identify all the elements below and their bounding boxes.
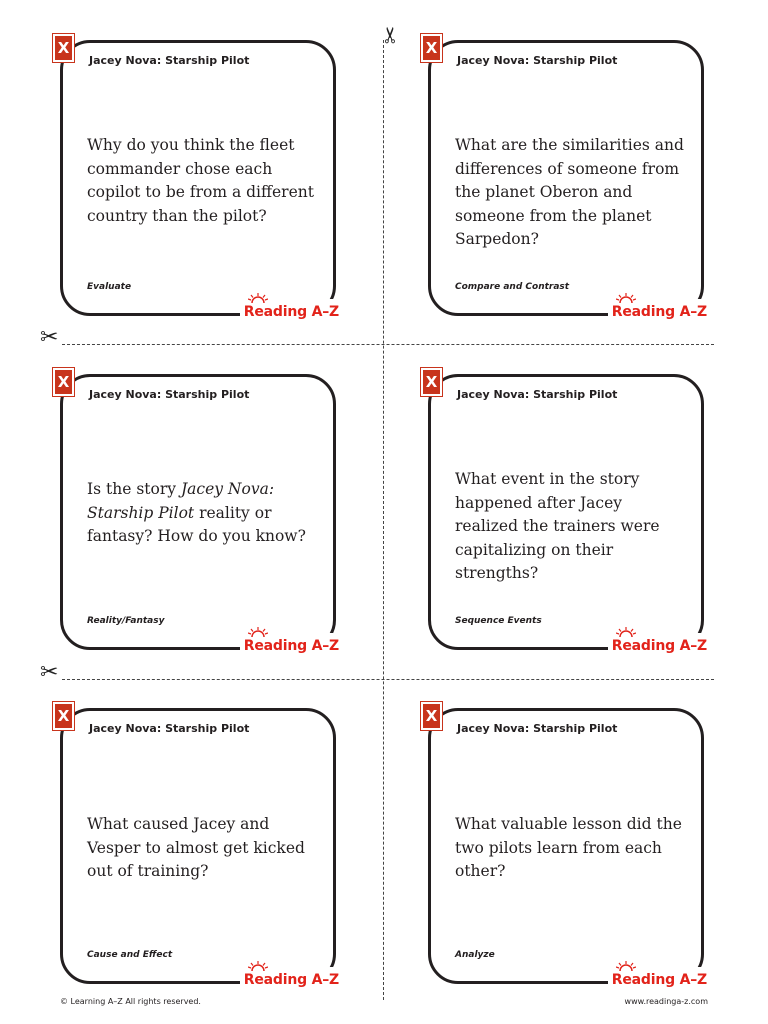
card-question: Why do you think the fleet commander chose each copilot to be from a different country than the pilot? (87, 136, 314, 225)
brand-name: Reading A–Z (611, 972, 707, 988)
brand-logo (240, 299, 343, 325)
card-title: Jacey Nova: Starship Pilot (89, 722, 250, 735)
story-title: Jacey Nova: Starship Pilot (87, 480, 275, 522)
vertical-cut-line (383, 40, 384, 1000)
brand-logo (608, 299, 711, 325)
card-question: What event in the story happened after Jacey realized the trainers were capitalizing on their strengths? (455, 470, 660, 582)
sun-icon (616, 961, 636, 971)
brand-name: Reading A–Z (611, 304, 707, 320)
card-question (87, 478, 321, 549)
scissors-icon: ✂ (40, 660, 59, 685)
question-card (425, 39, 707, 320)
sun-icon (616, 627, 636, 637)
card-skill: Sequence Events (455, 616, 542, 626)
brand-logo (608, 633, 711, 659)
question-card (57, 39, 339, 320)
brand-name: Reading A–Z (611, 638, 707, 654)
brand-name: Reading A–Z (243, 972, 339, 988)
x-badge-icon: X (53, 702, 74, 730)
horizontal-cut-line (62, 679, 714, 680)
x-badge-icon: X (421, 702, 442, 730)
brand-logo (240, 967, 343, 993)
sun-icon (616, 293, 636, 303)
brand-logo (240, 633, 343, 659)
card-skill: Cause and Effect (87, 950, 173, 960)
scissors-icon: ✂ (379, 25, 405, 45)
x-badge-icon: X (53, 34, 74, 62)
sun-icon (248, 293, 268, 303)
question-text: Is the story (87, 480, 181, 498)
card-title: Jacey Nova: Starship Pilot (89, 388, 250, 401)
card-question: What are the similarities and differences of someone from the planet Oberon and someone from the planet Sarpedon? (455, 136, 684, 248)
card-skill: Evaluate (87, 282, 132, 292)
x-badge-icon: X (421, 368, 442, 396)
horizontal-cut-line (62, 344, 714, 345)
website-link[interactable]: www.readinga-z.com (624, 997, 708, 1006)
card-title: Jacey Nova: Starship Pilot (457, 388, 618, 401)
question-card (425, 373, 707, 654)
sun-icon (248, 961, 268, 971)
brand-name: Reading A–Z (243, 638, 339, 654)
question-card (425, 707, 707, 988)
question-text: reality or fantasy? How do you know? (87, 503, 306, 545)
card-skill: Compare and Contrast (455, 282, 570, 292)
copyright-notice: © Learning A–Z All rights reserved. (60, 997, 201, 1006)
card-title: Jacey Nova: Starship Pilot (89, 54, 250, 67)
x-badge-icon: X (421, 34, 442, 62)
card-skill: Analyze (455, 950, 495, 960)
card-skill: Reality/Fantasy (87, 616, 165, 626)
sun-icon (248, 627, 268, 637)
brand-logo (608, 967, 711, 993)
scissors-icon: ✂ (40, 325, 59, 350)
question-card (57, 707, 339, 988)
card-title: Jacey Nova: Starship Pilot (457, 54, 618, 67)
question-card (57, 373, 339, 654)
card-title: Jacey Nova: Starship Pilot (457, 722, 618, 735)
brand-name: Reading A–Z (243, 304, 339, 320)
card-question: What valuable lesson did the two pilots learn from each other? (455, 815, 682, 880)
card-question: What caused Jacey and Vesper to almost get kicked out of training? (87, 815, 305, 880)
x-badge-icon: X (53, 368, 74, 396)
